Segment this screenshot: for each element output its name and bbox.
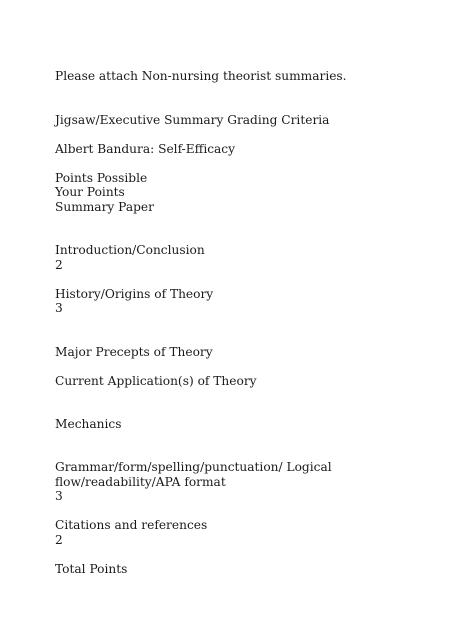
criterion-history-points: 3 (55, 301, 63, 315)
total-points-label: Total Points (55, 562, 128, 576)
header-points-possible: Points Possible (55, 171, 148, 185)
criterion-grammar-label-line1: Grammar/form/spelling/punctuation/ Logical (55, 460, 332, 474)
criterion-grammar-label-line2: flow/readability/APA format (55, 475, 226, 489)
criterion-precepts-label: Major Precepts of Theory (55, 345, 213, 359)
criterion-introduction-points: 2 (55, 258, 63, 272)
document-title: Jigsaw/Executive Summary Grading Criteria (55, 113, 330, 127)
criterion-mechanics-label: Mechanics (55, 417, 122, 431)
criterion-citations-label: Citations and references (55, 518, 208, 532)
document-subtitle: Albert Bandura: Self-Efficacy (55, 142, 236, 156)
attach-note: Please attach Non-nursing theorist summaries. (55, 69, 347, 83)
criterion-application-label: Current Application(s) of Theory (55, 374, 257, 388)
criterion-citations-points: 2 (55, 533, 63, 547)
criterion-introduction-label: Introduction/Conclusion (55, 243, 205, 257)
header-your-points: Your Points (55, 185, 125, 199)
criterion-grammar-points: 3 (55, 489, 63, 503)
header-summary-paper: Summary Paper (55, 200, 154, 214)
criterion-history-label: History/Origins of Theory (55, 287, 214, 301)
